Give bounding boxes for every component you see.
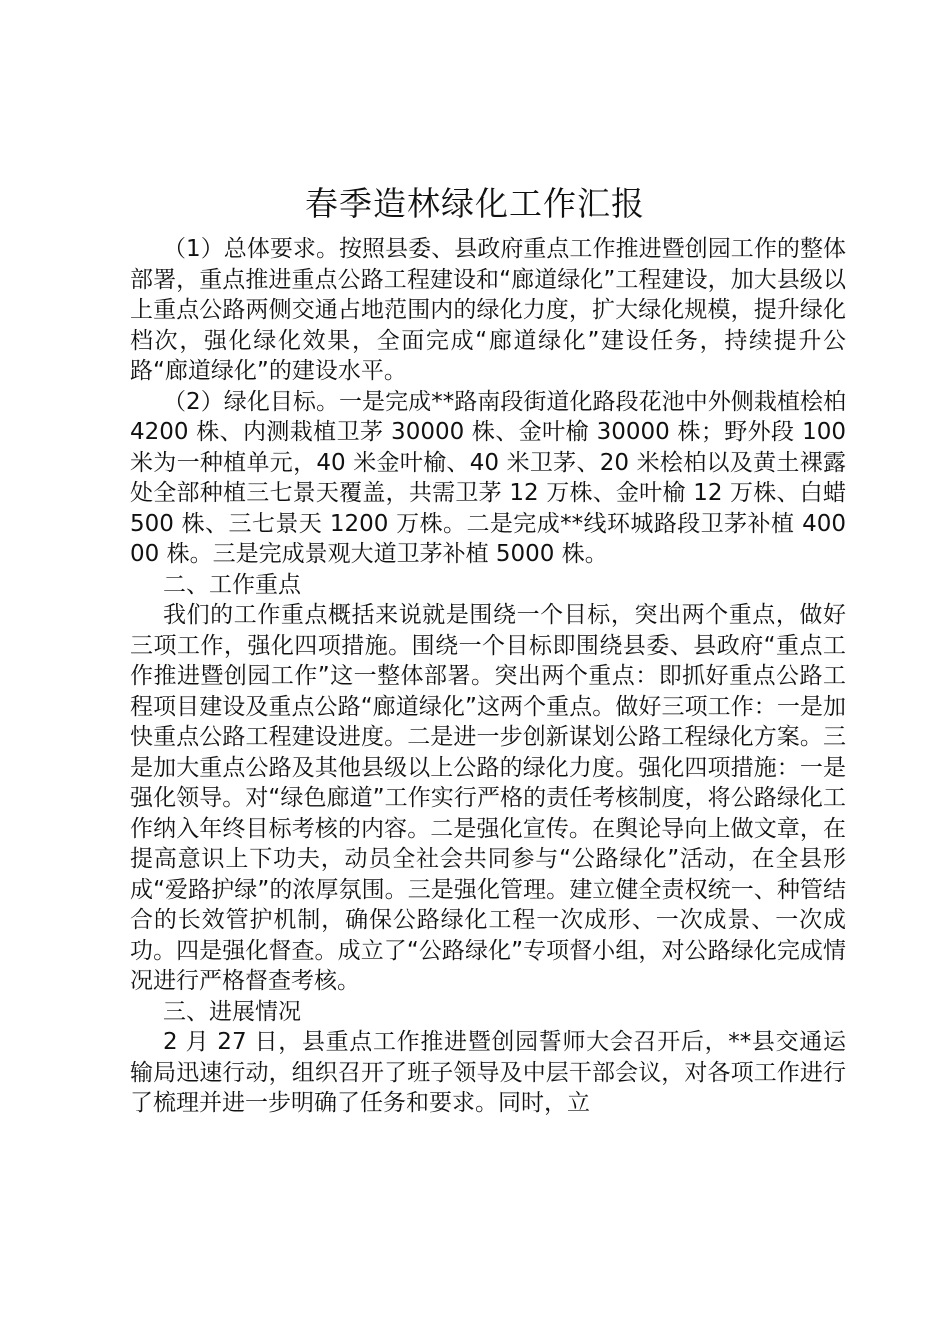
paragraph-overall-requirements: （1）总体要求。按照县委、县政府重点工作推进暨创园工作的整体部署，重点推进重点公路工程建设和“廊道绿化”工程建设，加大县级以上重点公路两侧交通占地范围内的绿化力度，扩大绿化规模，提升绿化档次，强化绿化效果，全面完成“廊道绿化”建设任务，持续提升公路“廊道绿化”的建设水平。 (130, 236, 846, 384)
paragraph-work-focus: 我们的工作重点概括来说就是围绕一个目标，突出两个重点，做好三项工作，强化四项措施。围绕一个目标即围绕县委、县政府“重点工作推进暨创园工作”这一整体部署。突出两个重点：即抓好重点公路工程项目建设及重点公路“廊道绿化”这两个重点。做好三项工作：一是加快重点公路工程建设进度。二是进一步创新谋划公路工程绿化方案。三是加大重点公路及其他县级以上公路的绿化力度。强化四项措施：一是强化领导。对“绿色廊道”工作实行严格的责任考核制度，将公路绿化工作纳入年终目标考核的内容。二是强化宣传。在舆论导向上做文章，在提高意识上下功夫，动员全社会共同参与“公路绿化”活动，在全县形成“爱路护绿”的浓厚氛围。三是强化管理。建立健全责权统一、种管结合的长效管护机制，确保公路绿化工程一次成形、一次成景、一次成功。四是强化督查。成立了“公路绿化”专项督小组，对公路绿化完成情况进行严格督查考核。 (130, 602, 846, 994)
paragraph-greening-targets: （2）绿化目标。一是完成**路南段街道化路段花池中外侧栽植桧柏 4200 株、内测栽植卫茅 30000 株、金叶榆 30000 株；野外段 100 米为一种植单元，40 米金叶榆、40 米卫茅、20 米桧柏以及黄土裸露处全部种植三七景天覆盖，共需卫茅 12 万株、金叶榆 12 万株、白蜡 500 株、三七景天 1200 万株。二是完成**线环城路段卫茅补植 40000 株。三是完成景观大道卫茅补植 5000 株。 (130, 388, 846, 567)
section-heading-work-focus: 二、工作重点 (163, 571, 301, 598)
document-body (130, 234, 846, 1119)
paragraph-progress: 2 月 27 日，县重点工作推进暨创园誓师大会召开后，**县交通运输局迅速行动，组织召开了班子领导及中层干部会议，对各项工作进行了梳理并进一步明确了任务和要求。同时，立 (130, 1029, 846, 1116)
section-heading-progress: 三、进展情况 (163, 998, 301, 1025)
document-title: 春季造林绿化工作汇报 (305, 184, 645, 223)
